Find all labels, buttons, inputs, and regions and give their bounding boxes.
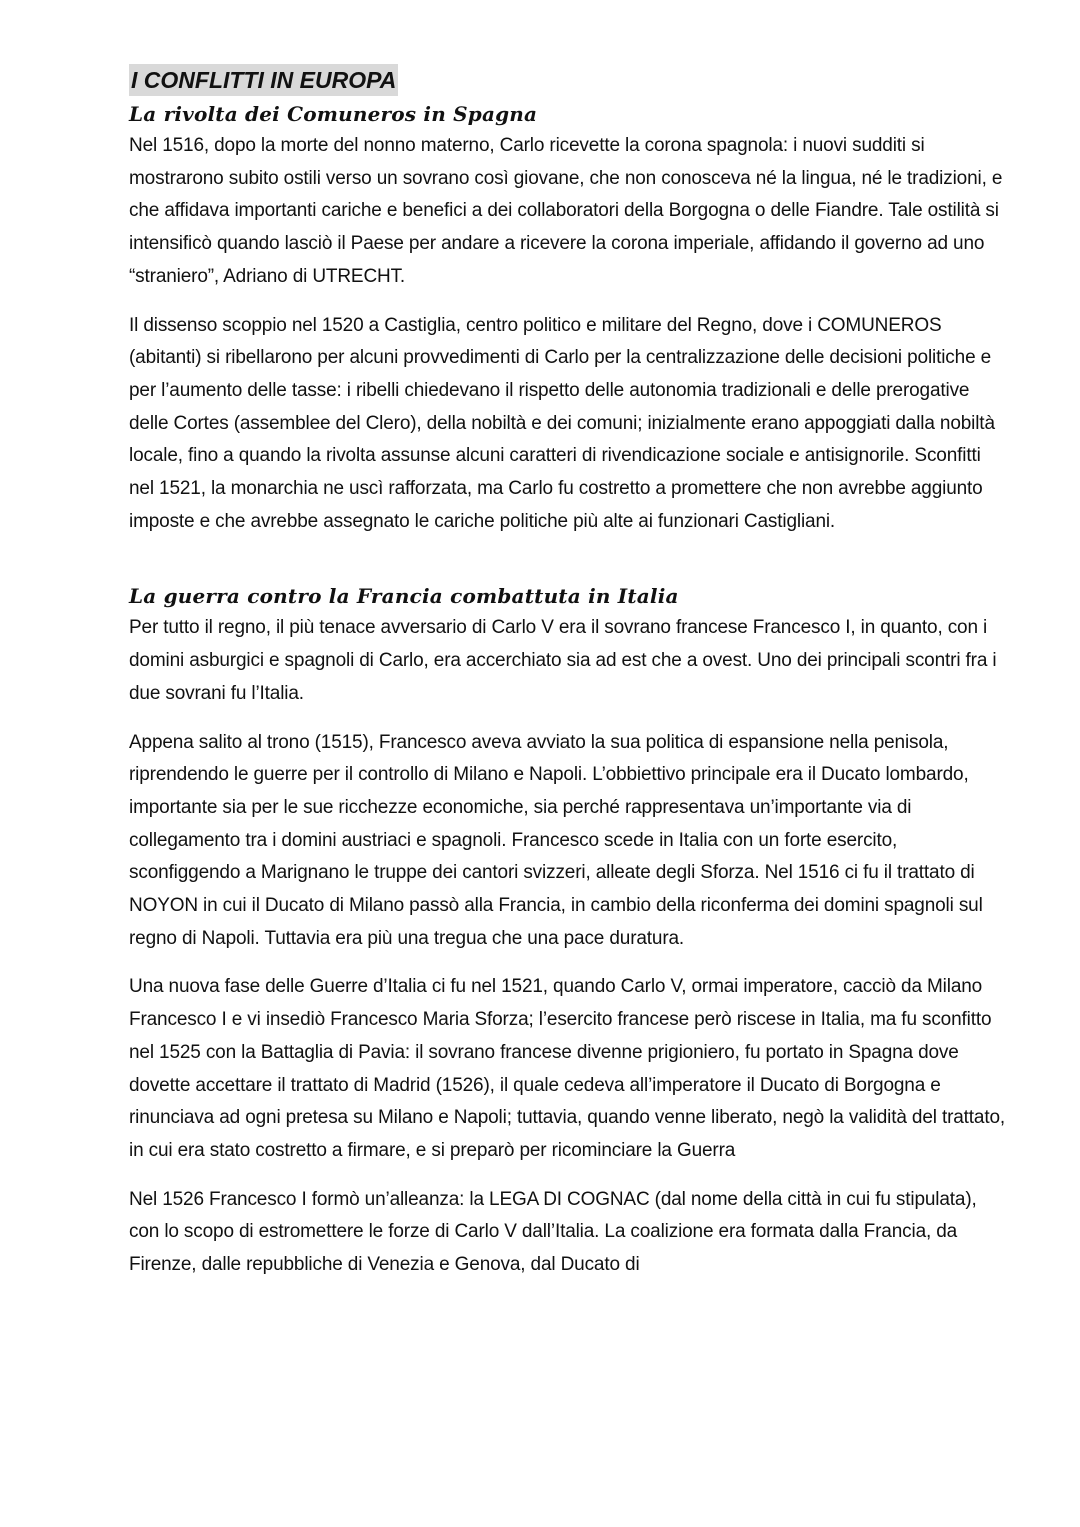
section-comuneros — [129, 98, 1009, 538]
paragraph: Il dissenso scoppio nel 1520 a Castiglia, centro politico e militare del Regno, dove i COMUNEROS (abitanti) si ribellarono per alcuni provvedimenti di Carlo per la centralizzazione delle decisioni politiche e per l’aumento delle tasse: i ribelli chiedevano il rispetto delle autonomia tradizionali e delle prerogative delle Cortes (assemblee del Clero), della nobiltà e dei comuni; inizialmente erano appoggiati dalla nobiltà locale, fino a quando la rivolta assunse alcuni caratteri di rivendicazione sociale e antisignorile. Sconfitti nel 1521, la monarchia ne uscì rafforzata, ma Carlo fu costretto a promettere che non avrebbe aggiunto imposte e che avrebbe assegnato le cariche politiche più alte ai funzionari Castigliani. — [129, 314, 995, 532]
paragraph: Appena salito al trono (1515), Francesco aveva avviato la sua politica di espansione nella penisola, riprendendo le guerre per il controllo di Milano e Napoli. L’obbiettivo principale era il Ducato lombardo, importante sia per le sue ricchezze economiche, sia perché rappresentava un’importante via di collegamento tra i domini austriaci e spagnoli. Francesco scede in Italia con un forte esercito, sconfiggendo a Marignano le truppe dei cantori svizzeri, alleate degli Sforza. Nel 1516 ci fu il trattato di NOYON in cui il Ducato di Milano passò alla Francia, in cambio della riconferma dei domini spagnoli sul regno di Napoli. Tuttavia era più una tregua che una pace duratura. — [129, 731, 983, 949]
document-title: I CONFLITTI IN EUROPA — [129, 64, 398, 96]
section-guerra-francia — [129, 580, 1009, 1281]
document-page — [129, 64, 1009, 1282]
section-title-comuneros: La rivolta dei Comuneros in Spagna — [129, 102, 538, 126]
paragraph: Per tutto il regno, il più tenace avversario di Carlo V era il sovrano francese Francesco I, in quanto, con i domini asburgici e spagnoli di Carlo, era accerchiato sia ad est che a ovest. Uno dei principali scontri fra i due sovrani fu l’Italia. — [129, 617, 997, 704]
paragraph: Una nuova fase delle Guerre d’Italia ci fu nel 1521, quando Carlo V, ormai imperatore, cacciò da Milano Francesco I e vi insediò Francesco Maria Sforza; l’esercito francese però riscese in Italia, ma fu sconfitto nel 1525 con la Battaglia di Pavia: il sovrano francese divenne prigioniero, fu portato in Spagna dove dovette accettare il trattato di Madrid (1526), il quale cedeva all’imperatore il Ducato di Borgogna e rinunciava ad ogni pretesa su Milano e Napoli; tuttavia, quando venne liberato, negò la validità del trattato, in cui era stato costretto a firmare, e si preparò per ricominciare la Guerra — [129, 976, 1006, 1161]
section-title-guerra-francia: La guerra contro la Francia combattuta in Italia — [129, 584, 679, 609]
paragraph: Nel 1516, dopo la morte del nonno materno, Carlo ricevette la corona spagnola: i nuovi sudditi si mostrarono subito ostili verso un sovrano così giovane, che non conosceva né la lingua, né le tradizioni, e che affidava importanti cariche e benefici a dei collaboratori della Borgogna o delle Fiandre. Tale ostilità si intensificò quando lasciò il Paese per andare a ricevere la corona imperiale, affidando il governo ad uno “straniero”, Adriano di UTRECHT. — [129, 135, 1003, 287]
paragraph: Nel 1526 Francesco I formò un’alleanza: la LEGA DI COGNAC (dal nome della città in cui fu stipulata), con lo scopo di estromettere le forze di Carlo V dall’Italia. La coalizione era formata dalla Francia, da Firenze, dalle repubbliche di Venezia e Genova, dal Ducato di — [129, 1188, 977, 1276]
